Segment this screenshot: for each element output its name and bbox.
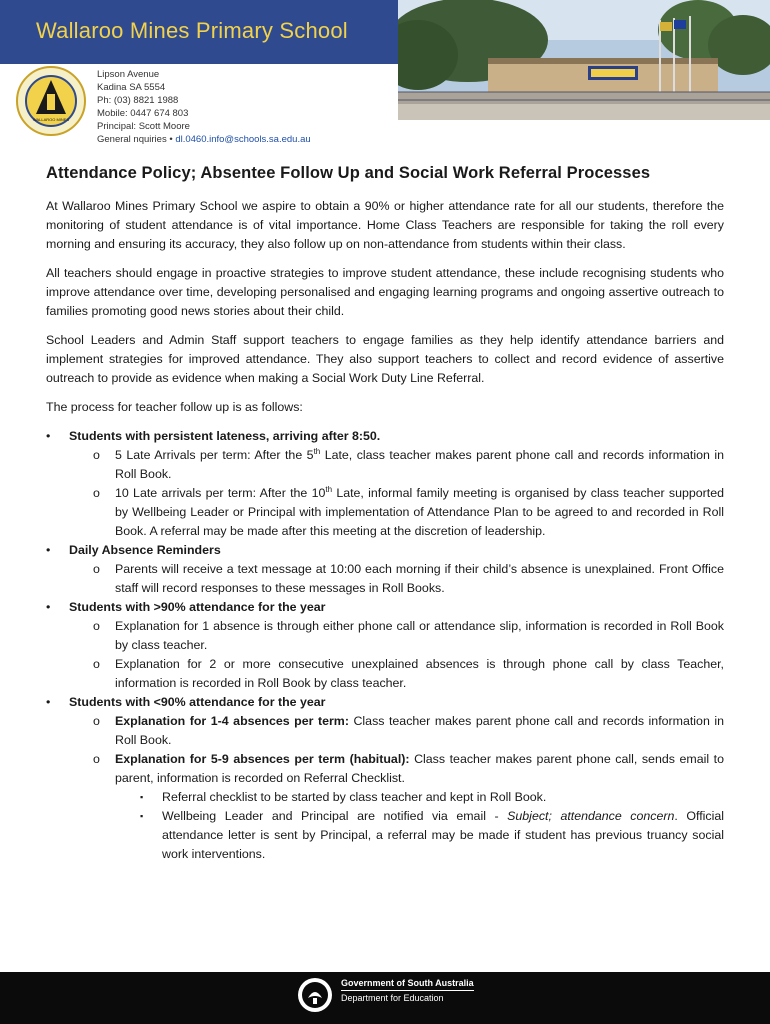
list-item <box>93 484 724 541</box>
list-item <box>93 750 724 864</box>
intro-paragraph: At Wallaroo Mines Primary School we aspire to obtain a 90% or higher attendance rate for all our students, therefore the monitoring of student attendance is of vital importance. Home Class Teachers are responsible for taking the roll every morning and ensuring its accuracy, they also follow up on non-attendance from students within their class. <box>46 199 724 251</box>
list-item <box>46 427 724 541</box>
address-line: Kadina SA 5554 <box>97 82 166 93</box>
document-body <box>46 164 724 864</box>
sub-list <box>93 617 724 693</box>
circle-bullet-icon: o <box>93 486 100 500</box>
item-bold-label: Explanation for 1-4 absences per term: <box>115 714 349 728</box>
footer-bar <box>0 972 770 1024</box>
section-heading: Students with >90% attendance for the year <box>69 600 326 614</box>
process-list <box>46 427 724 864</box>
school-photo-image <box>398 0 770 120</box>
sub-list <box>93 446 724 541</box>
bullet-icon: • <box>46 543 51 557</box>
section-heading: Daily Absence Reminders <box>69 543 221 557</box>
circle-bullet-icon: o <box>93 448 100 462</box>
process-paragraph: The process for teacher follow up is as follows: <box>46 400 303 414</box>
sub-sub-list <box>140 788 724 864</box>
circle-bullet-icon: o <box>93 714 100 728</box>
header-title-bar <box>0 0 400 64</box>
item-text: Explanation for 2 or more consecutive unexplained absences is through phone call by class Teacher, information is recorded in Roll Book by class teacher. <box>115 657 724 690</box>
superscript: th <box>313 446 321 456</box>
enquiries-label: General nquiries • <box>97 134 173 145</box>
mobile-line: Mobile: 0447 674 803 <box>97 108 189 119</box>
item-text: Explanation for 1 absence is through either phone call or attendance slip, information is recorded in Roll Book by class teacher. <box>115 619 724 652</box>
school-name: Wallaroo Mines Primary School <box>36 18 348 43</box>
email-subject: Subject; attendance concern <box>507 809 675 823</box>
list-item <box>46 693 724 864</box>
item-text: Parents will receive a text message at 10:00 each morning if their child’s absence is unexplained. Front Office staff will record responses to these messages in Roll Books. <box>115 562 724 595</box>
document-title: Attendance Policy; Absentee Follow Up and Social Work Referral Processes <box>46 164 651 182</box>
sub-list <box>93 560 724 598</box>
item-text: Class teacher makes parent phone call, sends email to parent, information is recorded on Referral Checklist. <box>115 752 724 785</box>
item-bold-label: Explanation for 5-9 absences per term (habitual): <box>115 752 410 766</box>
item-text: Class teacher makes parent phone call and records information in Roll Book. <box>115 714 724 747</box>
department-label: Department for Education <box>341 993 444 1003</box>
item-text: Late, class teacher makes parent phone call and records information in Roll Book. <box>115 448 724 481</box>
government-label: Government of South Australia <box>341 978 474 991</box>
item-text: Late, informal family meeting is organised by class teacher supported by Wellbeing Leader or Principal with implementation of Attendance Plan to be agreed to and recorded in Roll Book. A referral may be made after this meeting at the discretion of leadership. <box>115 486 724 538</box>
leaders-paragraph: School Leaders and Admin Staff support teachers to engage families as they help identify attendance barriers and implement strategies for improved attendance. They also support teachers to collect and record evidence of assertive outreach to provide as evidence when making a Social Work Duty Line Referral. <box>46 333 724 385</box>
bullet-icon: • <box>46 695 51 709</box>
circle-bullet-icon: o <box>93 657 100 671</box>
bullet-icon: • <box>46 429 51 443</box>
list-item <box>140 807 724 864</box>
principal-line: Principal: Scott Moore <box>97 121 190 132</box>
list-item <box>93 560 724 598</box>
list-item <box>93 617 724 655</box>
item-text: Referral checklist to be started by class teacher and kept in Roll Book. <box>162 790 547 804</box>
school-photo <box>398 0 770 120</box>
circle-bullet-icon: o <box>93 619 100 633</box>
list-item <box>46 541 724 598</box>
strategies-paragraph: All teachers should engage in proactive strategies to improve student attendance, these include recognising students who improve attendance over time, developing personalised and engaging learning programs and ongoing assertive outreach to families promoting good news stories about their child. <box>46 266 724 318</box>
superscript: th <box>325 484 333 494</box>
bullet-icon: • <box>46 600 51 614</box>
section-heading: Students with <90% attendance for the year <box>69 695 326 709</box>
list-item <box>93 712 724 750</box>
school-address <box>97 68 311 146</box>
address-line: Lipson Avenue <box>97 69 160 80</box>
circle-bullet-icon: o <box>93 752 100 766</box>
item-text: Wellbeing Leader and Principal are notified via email - <box>162 809 508 823</box>
square-bullet-icon: ▪ <box>140 792 144 802</box>
government-crest-icon <box>296 976 334 1014</box>
item-text: . Official attendance letter is sent by Principal, a referral may be made if student has previous truancy social work interventions. <box>162 809 724 861</box>
svg-text:WALLAROO MINES: WALLAROO MINES <box>32 117 70 122</box>
item-text: 10 Late arrivals per term: After the 10 <box>115 486 326 500</box>
list-item <box>93 655 724 693</box>
list-item <box>93 446 724 484</box>
sub-list <box>93 712 724 864</box>
circle-bullet-icon: o <box>93 562 100 576</box>
school-logo <box>16 66 86 136</box>
list-item <box>140 788 724 807</box>
enquiries-line <box>97 133 311 146</box>
phone-line: Ph: (03) 8821 1988 <box>97 95 179 106</box>
section-heading: Students with persistent lateness, arriving after 8:50. <box>69 429 381 443</box>
square-bullet-icon: ▪ <box>140 811 144 821</box>
list-item <box>46 598 724 693</box>
enquiries-email-link[interactable]: dl.0460.info@schools.sa.edu.au <box>175 134 311 145</box>
item-text: 5 Late Arrivals per term: After the 5 <box>115 448 314 462</box>
